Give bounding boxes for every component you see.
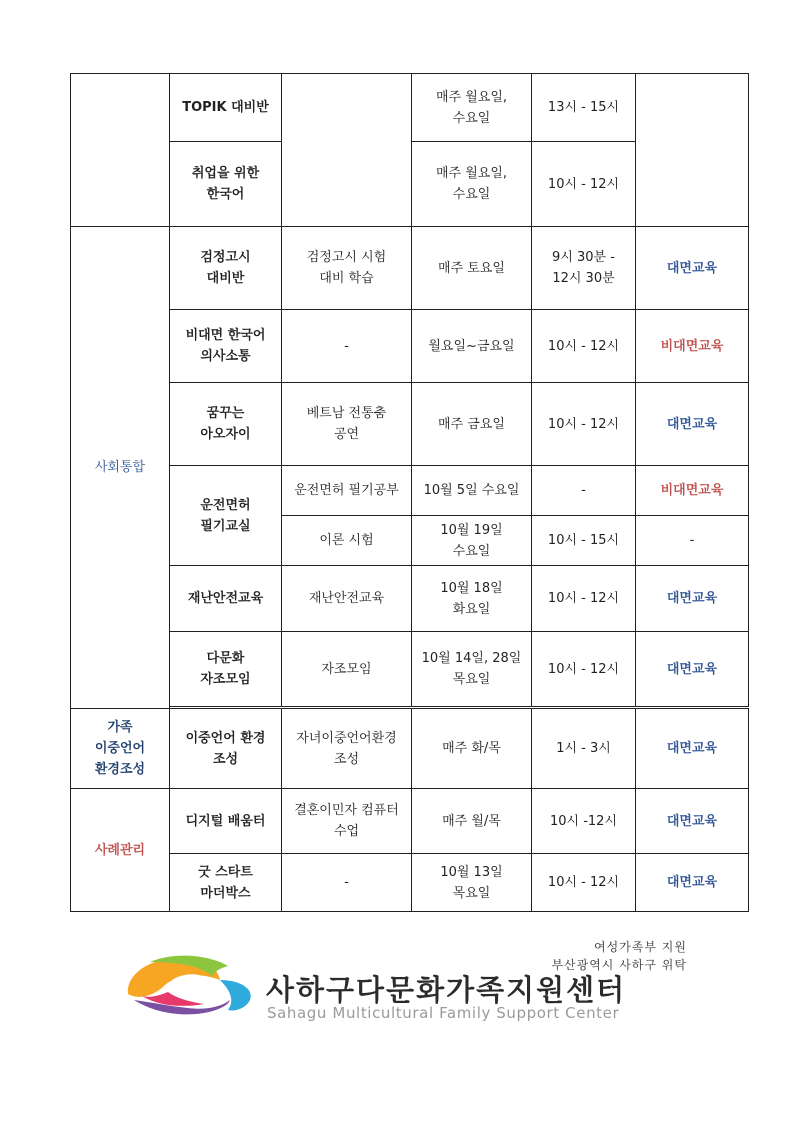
schedule-time: 10시 - 12시: [532, 854, 636, 912]
program-schedule-table: [70, 73, 749, 912]
program-name: 검정고시 대비반: [170, 227, 282, 310]
schedule-day: 매주 토요일: [412, 227, 532, 310]
schedule-day: 매주 금요일: [412, 383, 532, 466]
table-row: [71, 383, 749, 466]
program-name: TOPIK 대비반: [170, 74, 282, 142]
table-row: [71, 310, 749, 383]
program-content: 검정고시 시험 대비 학습: [282, 227, 412, 310]
schedule-day: 10월 18일 화요일: [412, 566, 532, 632]
program-content: 결혼이민자 컴퓨터 수업: [282, 789, 412, 854]
consignor-text: 부산광역시 사하구 위탁: [551, 958, 687, 972]
schedule-time: 10시 - 12시: [532, 566, 636, 632]
mode-face-to-face: 대면교육: [636, 854, 749, 912]
schedule-day: 매주 월요일, 수요일: [412, 142, 532, 227]
category-case-management: 사례관리: [71, 789, 170, 912]
mode-face-to-face: 대면교육: [636, 709, 749, 789]
schedule-day: 월요일~금요일: [412, 310, 532, 383]
program-name: 취업을 위한 한국어: [170, 142, 282, 227]
table-row: [71, 566, 749, 632]
mode-none: -: [636, 516, 749, 566]
program-name: 재난안전교육: [170, 566, 282, 632]
organization-name-korean: 사하구다문화가족지원센터: [266, 973, 627, 1007]
program-content: 자녀이중언어환경 조성: [282, 709, 412, 789]
schedule-time: 10시 - 12시: [532, 383, 636, 466]
supporter-text: 여성가족부 지원: [594, 940, 687, 954]
schedule-time: 10시 - 12시: [532, 632, 636, 707]
mode-face-to-face: 대면교육: [636, 383, 749, 466]
organization-name-english: Sahagu Multicultural Family Support Center: [267, 1004, 620, 1022]
schedule-day: 10월 14일, 28일 목요일: [412, 632, 532, 707]
program-content: 이론 시험: [282, 516, 412, 566]
table-row: [71, 227, 749, 310]
schedule-time: 10시 - 15시: [532, 516, 636, 566]
schedule-day: 10월 19일 수요일: [412, 516, 532, 566]
schedule-time: 10시 - 12시: [532, 142, 636, 227]
mode-face-to-face: 대면교육: [636, 566, 749, 632]
schedule-time: 10시 - 12시: [532, 310, 636, 383]
table-row: [71, 74, 749, 142]
table-row: [71, 709, 749, 789]
program-content: 재난안전교육: [282, 566, 412, 632]
schedule-time: 9시 30분 - 12시 30분: [532, 227, 636, 310]
program-name: 운전면허 필기교실: [170, 466, 282, 566]
schedule-day: 매주 월/목: [412, 789, 532, 854]
content-cell-empty: [282, 74, 412, 227]
category-cell-empty: [71, 74, 170, 227]
footer: [0, 930, 793, 1030]
mode-face-to-face: 대면교육: [636, 227, 749, 310]
program-name: 굿 스타트 마더박스: [170, 854, 282, 912]
program-content: 운전면허 필기공부: [282, 466, 412, 516]
mode-non-face-to-face: 비대면교육: [636, 310, 749, 383]
program-content: -: [282, 854, 412, 912]
mode-face-to-face: 대면교육: [636, 789, 749, 854]
schedule-time: 10시 -12시: [532, 789, 636, 854]
program-content: 자조모임: [282, 632, 412, 707]
table-row: [71, 854, 749, 912]
center-logo-icon: [124, 950, 256, 1020]
program-content: 베트남 전통춤 공연: [282, 383, 412, 466]
schedule-day: 매주 월요일, 수요일: [412, 74, 532, 142]
mode-cell-empty: [636, 74, 749, 227]
schedule-time: 13시 - 15시: [532, 74, 636, 142]
schedule-day: 10월 13일 목요일: [412, 854, 532, 912]
program-content: -: [282, 310, 412, 383]
mode-non-face-to-face: 비대면교육: [636, 466, 749, 516]
program-name: 이중언어 환경 조성: [170, 709, 282, 789]
program-name: 디지털 배움터: [170, 789, 282, 854]
table-row: [71, 466, 749, 516]
table-row: [71, 789, 749, 854]
category-bilingual-environment: 가족 이중언어 환경조성: [71, 709, 170, 789]
schedule-day: 매주 화/목: [412, 709, 532, 789]
schedule-time: 1시 - 3시: [532, 709, 636, 789]
program-name: 비대면 한국어 의사소통: [170, 310, 282, 383]
category-social-integration: 사회통합: [71, 227, 170, 709]
schedule-day: 10월 5일 수요일: [412, 466, 532, 516]
program-name: 다문화 자조모임: [170, 632, 282, 707]
program-name: 꿈꾸는 아오자이: [170, 383, 282, 466]
mode-face-to-face: 대면교육: [636, 632, 749, 707]
table-row: [71, 632, 749, 707]
schedule-time: -: [532, 466, 636, 516]
